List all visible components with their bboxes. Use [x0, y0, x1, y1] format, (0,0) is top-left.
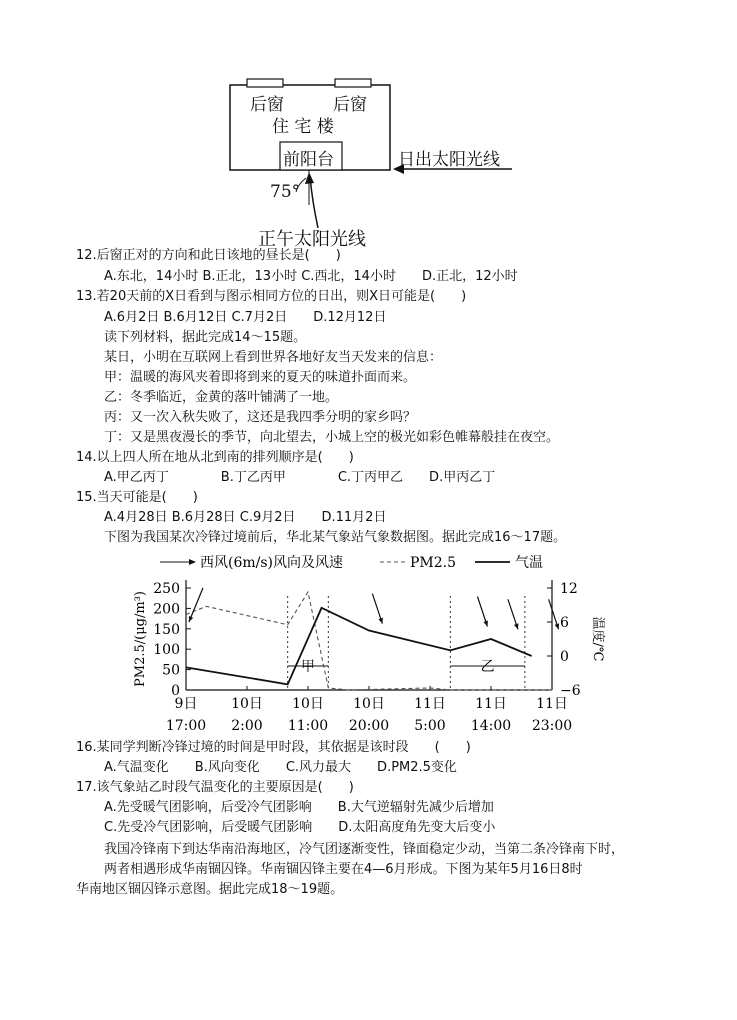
q13: 13.若20天前的X日看到与图示相同方位的日出，则X日可能是( ): [76, 289, 467, 304]
q12: 12.后窗正对的方向和此日该地的昼长是( ): [76, 248, 341, 263]
material-yi: 乙：冬季临近，金黄的落叶铺满了一地。: [104, 390, 339, 405]
passage-line-2: 两者相遇形成华南锢囚锋。华南锢囚锋主要在4—6月形成。下图为某年5月16日8时: [104, 862, 583, 877]
angle-label: 75°: [270, 182, 301, 202]
passage-line-3: 华南地区锢囚锋示意图。据此完成18～19题。: [76, 882, 344, 897]
left-tick-label: 150: [153, 621, 180, 638]
x-tick-time: 5:00: [414, 718, 446, 734]
x-tick-day: 11日: [536, 696, 568, 712]
q13-options: A.6月2日 B.6月12日 C.7月2日 D.12月12日: [104, 310, 387, 325]
material-jia: 甲：温暖的海风夹着即将到来的夏天的味道扑面而来。: [104, 370, 417, 385]
wind-arrow-head: [483, 621, 487, 627]
passage-line-1: 我国冷锋南下到达华南沿海地区，冷气团逐渐变性，锋面稳定少动，当第二条冷锋南下时，: [104, 842, 625, 857]
reading-intro: 读下列材料，据此完成14～15题。: [104, 330, 307, 345]
x-tick-day: 10日: [292, 696, 324, 712]
x-tick-time: 2:00: [231, 718, 263, 734]
q14: 14.以上四人所在地从北到南的排列顺序是( ): [76, 450, 354, 465]
sunrise-label: 日出太阳光线: [398, 150, 500, 170]
x-tick-time: 20:00: [348, 718, 390, 734]
right-tick-label: 0: [560, 649, 569, 665]
x-tick-day: 10日: [353, 696, 385, 712]
x-tick-time: 11:00: [287, 718, 329, 734]
x-tick-day: 9日: [174, 696, 198, 712]
left-window: [247, 79, 283, 87]
q16: 16.某同学判断冷锋过境的时间是甲时段，其依据是该时段 ( ): [76, 740, 471, 755]
balcony-label: 前阳台: [283, 150, 334, 170]
right-window: [335, 79, 371, 87]
right-tick-label: 6: [560, 615, 569, 631]
material-ding: 丁：又是黑夜漫长的季节，向北望去，小城上空的极光如彩色帷幕般挂在夜空。: [104, 430, 560, 445]
wind-arrow-head: [189, 616, 193, 622]
wind-arrow-head: [514, 623, 518, 629]
left-tick-label: 50: [162, 662, 180, 679]
legend-wind-label: 西风(6m/s)风向及风速: [200, 555, 344, 571]
wind-arrow-head: [378, 618, 382, 624]
building-diagram: [0, 0, 737, 250]
x-tick-time: 23:00: [531, 718, 573, 734]
period-yi-label: 乙: [480, 659, 495, 675]
material-bing: 丙：又一次入秋失败了，这还是我四季分明的家乡吗？: [104, 410, 417, 425]
q14-options: A.甲乙丙丁 B.丁乙丙甲 C.丁丙甲乙 D.甲丙乙丁: [104, 470, 496, 485]
window-right-label: 后窗: [333, 95, 367, 115]
right-axis-title: 温度/℃: [590, 616, 605, 662]
left-axis-title: PM2.5/(μg/m³): [133, 591, 148, 687]
x-tick-day: 11日: [414, 696, 446, 712]
left-tick-label: 250: [153, 581, 180, 597]
wind-arrow-head: [555, 623, 559, 629]
q17-options-cd: C.先受冷气团影响，后受暖气团影响 D.太阳高度角先变大后变小: [104, 820, 496, 835]
left-tick-label: 100: [153, 642, 180, 659]
q15: 15.当天可能是( ): [76, 490, 198, 505]
x-tick-time: 17:00: [165, 718, 207, 734]
q16-options: A.气温变化 B.风向变化 C.风力最大 D.PM2.5变化: [104, 760, 457, 775]
left-tick-label: 200: [153, 601, 180, 618]
noon-label: 正午太阳光线: [258, 229, 366, 250]
x-tick-time: 14:00: [470, 718, 512, 734]
material-intro: 某日，小明在互联网上看到世界各地好友当天发来的信息：: [104, 350, 443, 365]
q17: 17.该气象站乙时段气温变化的主要原因是( ): [76, 780, 354, 795]
legend-temp-label: 气温: [515, 555, 543, 571]
legend-pm25-label: PM2.5: [410, 555, 457, 571]
right-tick-label: −6: [560, 683, 581, 699]
legend-wind-head: [189, 559, 196, 565]
period-jia-label: 甲: [301, 659, 315, 675]
q12-options: A.东北，14小时 B.正北，13小时 C.西北，14小时 D.正北，12小时: [104, 269, 518, 284]
left-tick-label: 0: [171, 683, 180, 699]
x-tick-day: 10日: [231, 696, 263, 712]
weather-chart: [0, 548, 737, 738]
x-tick-day: 11日: [475, 696, 507, 712]
window-left-label: 后窗: [250, 95, 284, 115]
right-tick-label: 12: [560, 581, 578, 597]
building-label: 住 宅 楼: [272, 117, 334, 137]
q15-options: A.4月28日 B.6月28日 C.9月2日 D.11月2日: [104, 510, 387, 525]
q17-options-ab: A.先受暖气团影响，后受冷气团影响 B.大气逆辐射先减少后增加: [104, 800, 494, 815]
chart-intro: 下图为我国某次冷锋过境前后，华北某气象站气象数据图。据此完成16～17题。: [104, 530, 567, 545]
